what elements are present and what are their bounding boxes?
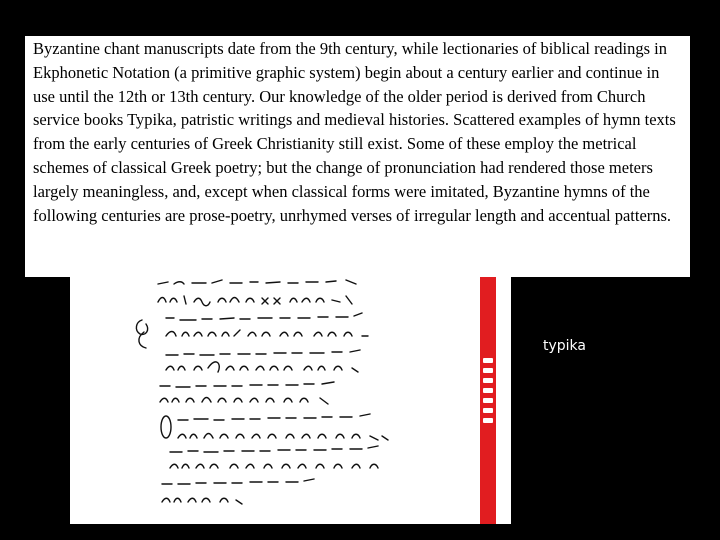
manuscript-notation-drawing: [70, 262, 511, 524]
strip-mark: [483, 398, 493, 403]
publisher-red-strip: [480, 262, 496, 524]
strip-mark: [483, 408, 493, 413]
strip-mark: [483, 358, 493, 363]
strip-mark: [483, 388, 493, 393]
text-panel: [25, 36, 690, 277]
manuscript-image: [70, 262, 511, 524]
strip-mark: [483, 368, 493, 373]
image-caption: typika: [543, 338, 586, 354]
strip-mark: [483, 378, 493, 383]
body-paragraph: Byzantine chant manuscripts date from the 9th century, while lectionaries of biblical readings in Ekphonetic Notation (a primitive graphic system) begin about a century earlier and continue in use until the 12th or 13th century. Our knowledge of the older period is derived from Church service books Typika, patristic writings and medieval histories. Scattered examples of hymn texts from the early centuries of Greek Christianity still exist. Some of these employ the metrical schemes of classical Greek poetry; but the change of pronunciation had rendered those meters largely meaningless, and, except when classical forms were imitated, Byzantine hymns of the following centuries are prose-poetry, unrhymed verses of irregular length and accentual patterns.: [33, 39, 676, 225]
strip-mark: [483, 418, 493, 423]
